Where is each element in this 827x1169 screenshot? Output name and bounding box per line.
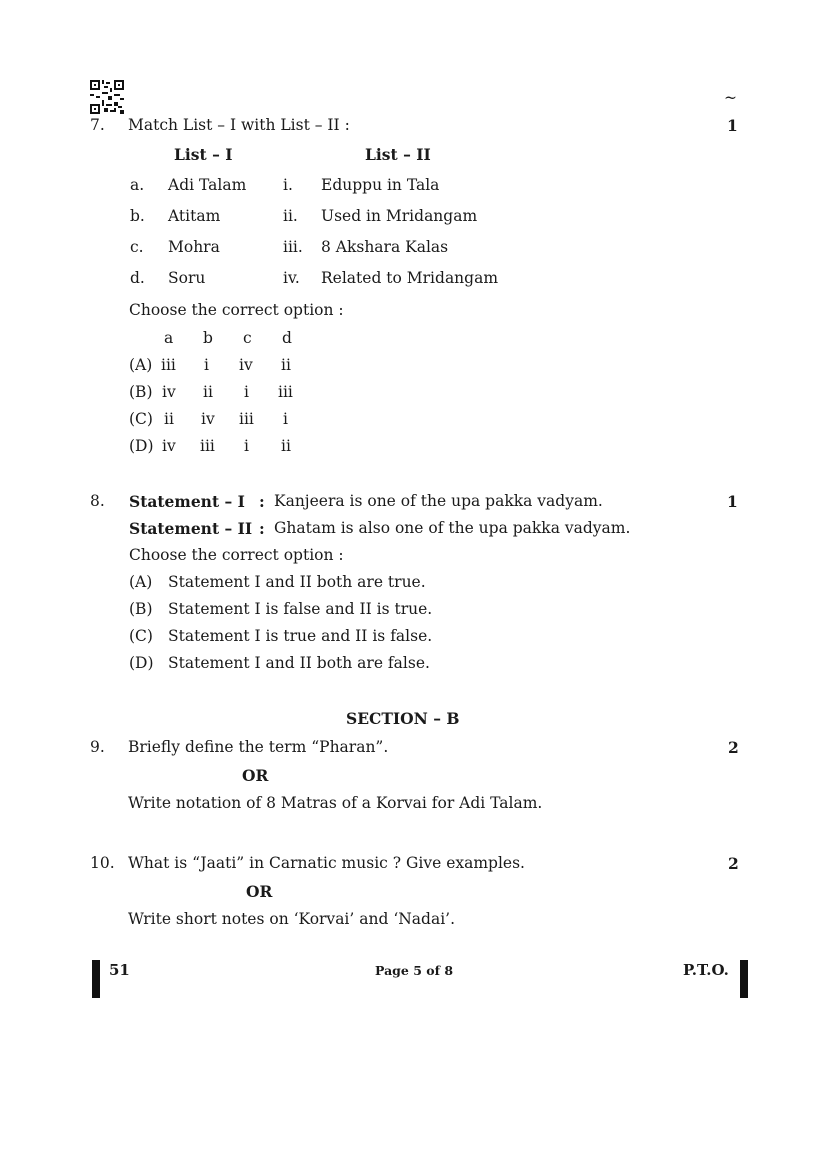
list2-heading: List – II bbox=[365, 145, 431, 164]
row-item: Atitam bbox=[168, 207, 221, 225]
option-value: ii bbox=[281, 356, 291, 374]
option-label-c: (C) bbox=[129, 410, 153, 428]
section-b-heading: SECTION – B bbox=[346, 709, 460, 728]
row-match: 8 Akshara Kalas bbox=[321, 238, 449, 256]
statement-1-colon: : bbox=[259, 492, 265, 511]
option-value: ii bbox=[281, 437, 291, 455]
col-head-b: b bbox=[203, 329, 213, 347]
option-label-d: (D) bbox=[129, 437, 154, 455]
option-label-d: (D) bbox=[129, 654, 154, 672]
statement-1-label: Statement – I bbox=[129, 492, 245, 511]
row-roman: ii. bbox=[283, 207, 298, 225]
option-value: iii bbox=[161, 356, 176, 374]
option-value: iv bbox=[201, 410, 215, 428]
q10-marks: 2 bbox=[728, 854, 739, 873]
statement-2-text: Ghatam is also one of the upa pakka vadyam. bbox=[274, 519, 631, 537]
row-item: Adi Talam bbox=[168, 176, 247, 194]
row-match: Related to Mridangam bbox=[321, 269, 499, 287]
option-value: iv bbox=[162, 437, 176, 455]
row-item: Soru bbox=[168, 269, 206, 287]
row-match: Used in Mridangam bbox=[321, 207, 478, 225]
option-value: i bbox=[204, 356, 209, 374]
row-roman: iii. bbox=[283, 238, 303, 256]
row-letter: d. bbox=[130, 269, 145, 287]
q9-text: Briefly define the term “Pharan”. bbox=[128, 738, 389, 756]
option-value: iii bbox=[239, 410, 254, 428]
option-label-a: (A) bbox=[129, 573, 153, 591]
q8-choose-label: Choose the correct option : bbox=[129, 546, 344, 564]
option-label-b: (B) bbox=[129, 383, 153, 401]
q7-text: Match List – I with List – II : bbox=[128, 116, 350, 134]
list1-heading: List – I bbox=[174, 145, 233, 164]
col-head-c: c bbox=[243, 329, 252, 347]
q10-or: OR bbox=[246, 882, 273, 901]
option-value: i bbox=[244, 437, 249, 455]
footer-right-bar bbox=[740, 960, 748, 998]
q7-choose-label: Choose the correct option : bbox=[129, 301, 344, 319]
q10-number: 10. bbox=[90, 854, 115, 872]
option-value: iii bbox=[200, 437, 215, 455]
row-letter: a. bbox=[130, 176, 145, 194]
q9-or: OR bbox=[242, 766, 269, 785]
option-label-a: (A) bbox=[129, 356, 153, 374]
q9-marks: 2 bbox=[728, 738, 739, 757]
option-value: iii bbox=[278, 383, 293, 401]
q7-number: 7. bbox=[90, 116, 105, 134]
option-text: Statement I is false and II is true. bbox=[168, 600, 433, 618]
option-value: ii bbox=[164, 410, 174, 428]
q9-alternative: Write notation of 8 Matras of a Korvai for Adi Talam. bbox=[128, 794, 543, 812]
row-roman: i. bbox=[283, 176, 293, 194]
row-roman: iv. bbox=[283, 269, 300, 287]
row-item: Mohra bbox=[168, 238, 220, 256]
option-label-c: (C) bbox=[129, 627, 153, 645]
page-number: Page 5 of 8 bbox=[375, 963, 454, 978]
statement-2-label: Statement – II bbox=[129, 519, 253, 538]
row-match: Eduppu in Tala bbox=[321, 176, 440, 194]
option-text: Statement I and II both are true. bbox=[168, 573, 426, 591]
q8-number: 8. bbox=[90, 492, 105, 510]
qr-code-icon bbox=[90, 80, 124, 114]
col-head-a: a bbox=[164, 329, 174, 347]
option-value: iv bbox=[162, 383, 176, 401]
footer-left-bar bbox=[92, 960, 100, 998]
header-mark: ~ bbox=[724, 89, 737, 107]
option-value: ii bbox=[203, 383, 213, 401]
q9-number: 9. bbox=[90, 738, 105, 756]
option-value: i bbox=[283, 410, 288, 428]
option-text: Statement I and II both are false. bbox=[168, 654, 430, 672]
row-letter: b. bbox=[130, 207, 145, 225]
option-text: Statement I is true and II is false. bbox=[168, 627, 433, 645]
q8-marks: 1 bbox=[727, 492, 738, 511]
q10-alternative: Write short notes on ‘Korvai’ and ‘Nadai’. bbox=[128, 910, 456, 928]
statement-2-colon: : bbox=[259, 519, 265, 538]
option-label-b: (B) bbox=[129, 600, 153, 618]
q7-marks: 1 bbox=[727, 116, 738, 135]
col-head-d: d bbox=[282, 329, 292, 347]
q10-text: What is “Jaati” in Carnatic music ? Give examples. bbox=[128, 854, 525, 872]
statement-1-text: Kanjeera is one of the upa pakka vadyam. bbox=[274, 492, 603, 510]
paper-code: 51 bbox=[109, 961, 130, 979]
option-value: iv bbox=[239, 356, 253, 374]
row-letter: c. bbox=[130, 238, 144, 256]
pto-label: P.T.O. bbox=[683, 961, 729, 979]
option-value: i bbox=[244, 383, 249, 401]
